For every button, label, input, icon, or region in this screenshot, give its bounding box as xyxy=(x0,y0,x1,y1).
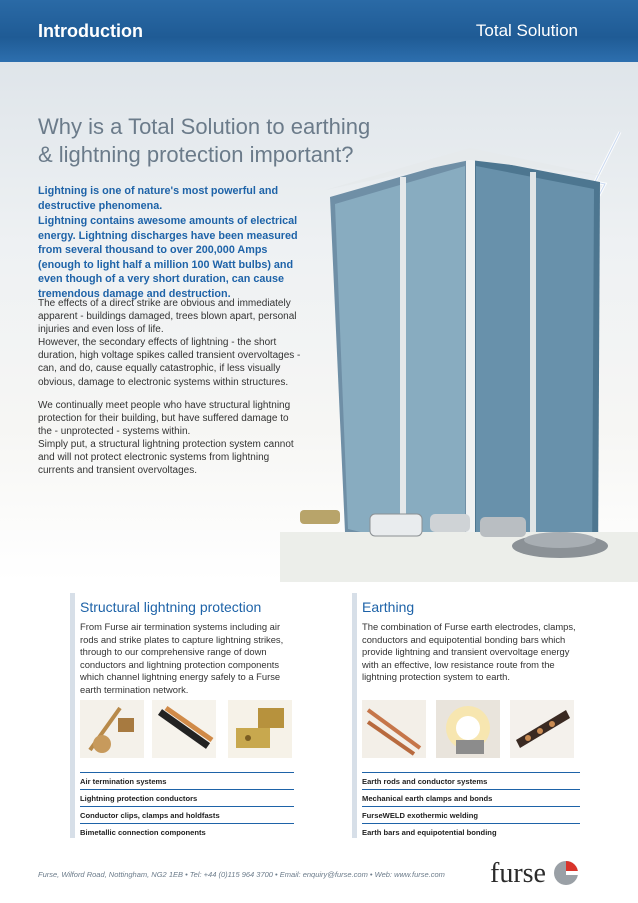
body-paragraph-4: Simply put, a structural lightning protection system cannot and will not protect electronic systems from lightning currents and transient overvoltages. xyxy=(38,439,294,477)
list-item: FurseWELD exothermic welding xyxy=(362,811,479,820)
section-subtitle: Total Solution xyxy=(475,21,578,40)
headline-line-1: Why is a Total Solution to earthing xyxy=(38,114,371,139)
header-band xyxy=(0,0,638,62)
earth-rods-product-image xyxy=(362,700,426,758)
list-item: Conductor clips, clamps and holdfasts xyxy=(80,811,220,820)
footer-contact: Furse, Wilford Road, Nottingham, NG2 1EB • Tel: +44 (0)115 964 3700 • Email: enquiry@furse.com • Web: www.furse.com xyxy=(38,870,445,879)
panel-accent-bar xyxy=(352,593,357,838)
furse-logo-icon xyxy=(553,860,579,886)
divider xyxy=(80,806,294,807)
earth-bars-product-image xyxy=(510,700,574,758)
divider xyxy=(362,789,580,790)
list-item: Earth rods and conductor systems xyxy=(362,777,488,786)
divider xyxy=(80,789,294,790)
body-paragraph-1: The effects of a direct strike are obvious and immediately apparent - buildings damaged, trees blown apart, personal injuries and even loss of life. xyxy=(38,298,297,336)
list-item: Mechanical earth clamps and bonds xyxy=(362,794,493,803)
list-item: Lightning protection conductors xyxy=(80,794,198,803)
exothermic-welding-product-image xyxy=(436,700,500,758)
divider xyxy=(362,772,580,773)
divider xyxy=(362,823,580,824)
divider xyxy=(80,823,294,824)
conductor-clips-product-image xyxy=(228,700,292,758)
furse-logo-text: furse xyxy=(490,858,546,889)
headline-line-2: & lightning protection important? xyxy=(38,142,354,167)
divider xyxy=(80,772,294,773)
panel-title: Structural lightning protection xyxy=(80,599,262,615)
body-paragraph-3: We continually meet people who have structural lightning protection for their building, but have suffered damage to the - unprotected - systems within. xyxy=(38,400,291,438)
lead-paragraph-1: Lightning is one of nature's most powerful and destructive phenomena. xyxy=(38,185,279,212)
list-item: Air termination systems xyxy=(80,777,167,786)
panel-title: Earthing xyxy=(362,599,415,615)
section-title: Introduction xyxy=(38,21,143,41)
lead-paragraph-2: Lightning contains awesome amounts of electrical energy. Lightning discharges have been measured from several thousand to over 200,000 Amps (enough to light half a million 100 Watt bulbs) and even though of a very short duration, can cause tremendous damage and destruction. xyxy=(38,215,298,300)
panel-accent-bar xyxy=(70,593,75,838)
air-termination-product-image xyxy=(80,700,144,758)
list-item: Earth bars and equipotential bonding xyxy=(362,828,497,837)
list-item: Bimetallic connection components xyxy=(80,828,206,837)
divider xyxy=(362,806,580,807)
panel-description: From Furse air termination systems including air rods and strike plates to capture lightning strikes, through to our comprehensive range of down conductors and lightning protection components which channel lightning energy safely to a Furse earth termination network. xyxy=(80,621,284,695)
panel-description: The combination of Furse earth electrodes, clamps, conductors and equipotential bonding bars which provide lightning and transient overvoltage energy with an effective, low resistance route from the lightning protection system to earth. xyxy=(362,621,576,683)
lightning-conductors-product-image xyxy=(152,700,216,758)
page-headline xyxy=(38,113,458,169)
body-paragraph-2: However, the secondary effects of lightning - the short duration, high voltage spikes called transient overvoltages - can, and do, cause equally catastrophic, if less visually obvious, damage to electronic systems within structures. xyxy=(38,337,301,388)
